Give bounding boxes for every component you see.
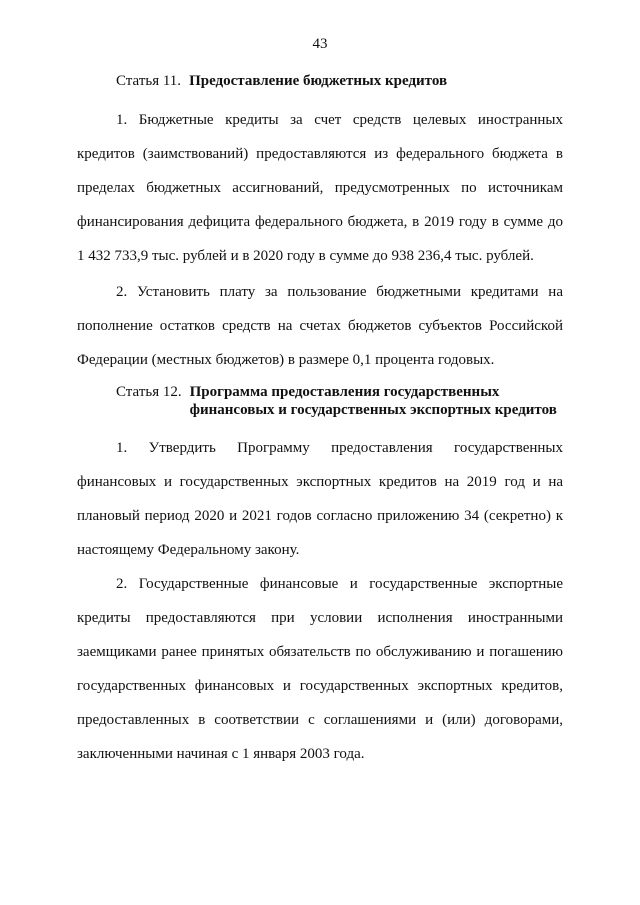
page-number: 43 [312,36,328,52]
article-12-title-line-2: финансовых и государственных экспортных кредитов [189,402,557,418]
article-12-paragraph-1: 1. Утвердить Программу предоставления государственных финансовых и государственных экспортных кредитов на 2019 год и на плановый период 2020 и 2021 годов согласно приложению 34 (секретно) к настоящему Федеральному закону. [77,440,563,558]
article-11-paragraph-1: 1. Бюджетные кредиты за счет средств целевых иностранных кредитов (заимствований) предоставляются из федерального бюджета в пределах бюджетных ассигнований, предусмотренных по источникам финансирования дефицита федерального бюджета, в 2019 году в сумме до 1 432 733,9 тыс. рублей и в 2020 году в сумме до 938 236,4 тыс. рублей. [77,112,563,264]
article-12-heading [116,383,557,419]
article-11-paragraph-2: 2. Установить плату за пользование бюджетными кредитами на пополнение остатков средств на счетах бюджетов субъектов Российской Федерации (местных бюджетов) в размере 0,1 процента годовых. [77,284,563,368]
article-11-title: Предоставление бюджетных кредитов [189,73,448,89]
article-11-number: Статья 11. [116,73,182,89]
article-12-title-line-1: Программа предоставления государственных [189,384,500,400]
article-12-paragraph-2: 2. Государственные финансовые и государственные экспортные кредиты предоставляются при условии исполнения иностранными заемщиками ранее принятых обязательств по обслуживанию и погашению государственных финансовых и государственных экспортных кредитов, предоставленных в соответствии с соглашениями и (или) договорами, заключенными начиная с 1 января 2003 года. [77,576,563,762]
article-12-number: Статья 12. [116,384,182,400]
article-11-heading [116,72,447,90]
article-12-title [190,383,557,419]
